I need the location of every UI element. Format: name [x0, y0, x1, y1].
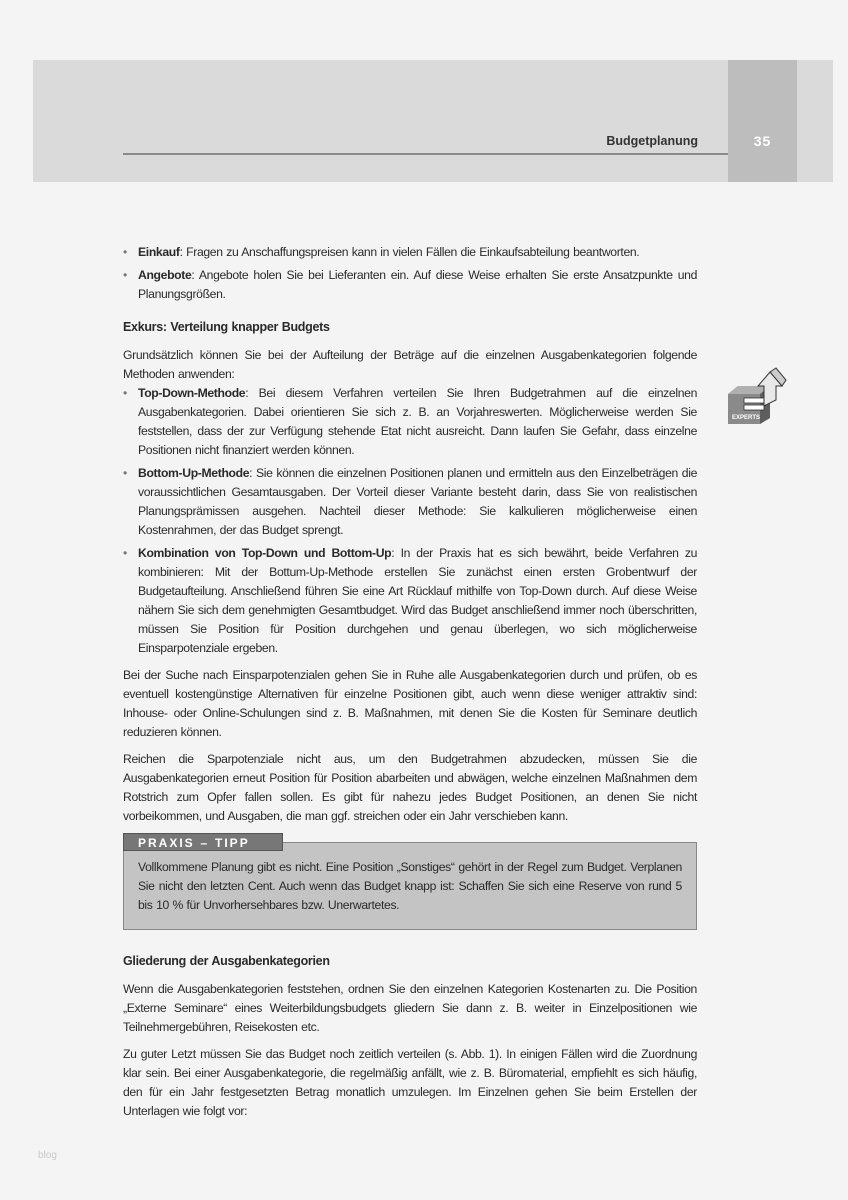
- definition: : In der Praxis hat es sich bewährt, beide Verfahren zu kombinieren: Mit der Bottum-Up-Methode erstellen Sie zunächst einen ersten Grobentwurf der Budgetaufteilung. Anschließend führen Sie eine Art Rücklauf mithilfe von Top-Down durch. Auf diese Weise nähern Sie sich dem genehmigten Gesamtbudget. Wird das Budget anschließend immer noch überschritten, müssen Sie Position für Position durchgehen und genau überlegen, wo sich möglicherweise Einsparpotenziale ergeben.: [138, 546, 697, 655]
- term: Angebote: [138, 268, 192, 282]
- body-text: [123, 243, 697, 1129]
- paragraph: Reichen die Sparpotenziale nicht aus, um den Budgetrahmen abzudecken, müssen Sie die Ausgabenkategorien erneut Position für Position abarbeiten und abwägen, welche einzelnen Maßnahmen dem Rotstrich zum Opfer fallen sollen. Es gibt für nahezu jedes Budget Positionen, an denen Sie nicht vorbeikommen, und Ausgaben, die man ggf. streichen oder ein Jahr verschieben kann.: [123, 752, 697, 823]
- experts-label: EXPERTS: [732, 415, 761, 421]
- definition: : Fragen zu Anschaffungspreisen kann in vielen Fällen die Einkaufsabteilung beantworten.: [179, 245, 640, 259]
- experts-icon: [724, 366, 790, 424]
- term: Top-Down-Methode: [138, 386, 246, 400]
- list-item: [123, 544, 697, 658]
- term: Kombination von Top-Down und Bottom-Up: [138, 546, 392, 560]
- paragraph: Bei der Suche nach Einsparpotenzialen gehen Sie in Ruhe alle Ausgabenkategorien durch und prüfen, ob es eventuell kostengünstige Alternativen für einzelne Positionen gibt, auch wenn diese weniger attraktiv sind: Inhouse- oder Online-Schulungen sind z. B. Maßnahmen, mit denen Sie die Kosten für Seminare deutlich reduzieren können.: [123, 668, 697, 739]
- paragraph: Grundsätzlich können Sie bei der Aufteilung der Beträge auf die einzelnen Ausgabenkategorien folgende Methoden anwenden:: [123, 348, 697, 381]
- section-heading: Exkurs: Verteilung knapper Budgets: [123, 320, 330, 334]
- paragraph: Zu guter Letzt müssen Sie das Budget noch zeitlich verteilen (s. Abb. 1). In einigen Fällen wird die Zuordnung klar sein. Bei einer Ausgabenkategorie, die regelmäßig anfällt, wie z. B. Büromaterial, empfiehlt es sich häufig, den für ein Jahr festgesetzten Betrag monatlich umzulegen. Im Einzelnen gehen Sie beim Erstellen der Unterlagen wie folgt vor:: [123, 1047, 697, 1118]
- definition: : Bei diesem Verfahren verteilen Sie Ihren Budgetrahmen auf die einzelnen Ausgabenkategorien. Dabei orientieren Sie sich z. B. an Vorjahreswerten. Möglicherweise werden Sie feststellen, dass der zur Verfügung stehende Etat nicht ausreicht. Dann laufen Sie Gefahr, dass einzelne Positionen nicht finanziert werden können.: [138, 386, 697, 457]
- tip-content: [123, 842, 697, 930]
- tip-label: PRAXIS – TIPP: [123, 833, 283, 851]
- list-item: [123, 384, 697, 460]
- paragraph: Wenn die Ausgabenkategorien feststehen, ordnen Sie den einzelnen Kategorien Kostenarten zu. Die Position „Externe Seminare“ eines Weiterbildungsbudgets gliedern Sie dann z. B. weiter in Einzelpositionen wie Teilnehmergebühren, Reisekosten etc.: [123, 982, 697, 1034]
- methods-list: [123, 384, 697, 658]
- header-band: [33, 60, 833, 182]
- section-heading: Gliederung der Ausgabenkategorien: [123, 954, 330, 968]
- definition: : Angebote holen Sie bei Lieferanten ein. Auf diese Weise erhalten Sie erste Ansatzpunkte und Planungsgrößen.: [138, 268, 697, 301]
- list-item: [123, 464, 697, 540]
- running-title: Budgetplanung: [606, 134, 698, 148]
- term: Einkauf: [138, 245, 180, 259]
- page-number: 35: [753, 133, 772, 149]
- list-item: [123, 266, 697, 304]
- term: Bottom-Up-Methode: [138, 466, 250, 480]
- list-item: [123, 243, 697, 262]
- definition: : Sie können die einzelnen Positionen planen und ermitteln aus den Einzelbeträgen die voraussichtlichen Gesamtausgaben. Der Vorteil dieser Variante besteht darin, dass Sie von realistischen Planungsprämissen ausgehen. Nachteil dieser Methode: Sie kalkulieren möglicherweise einen Kostenrahmen, der das Budget sprengt.: [138, 466, 697, 537]
- header-rule: [123, 153, 728, 155]
- page-number-block: [728, 60, 797, 182]
- tip-text: Vollkommene Planung gibt es nicht. Eine Position „Sonstiges“ gehört in der Regel zum Budget. Verplanen Sie nicht den letzten Cent. Auch wenn das Budget knapp ist: Schaffen Sie sich eine Reserve von rund 5 bis 10 % für Unvorhersehbares bzw. Unerwartetes.: [138, 860, 682, 912]
- tip-box: [123, 836, 697, 930]
- watermark: blog: [38, 1150, 57, 1161]
- info-sources-list: [123, 243, 697, 304]
